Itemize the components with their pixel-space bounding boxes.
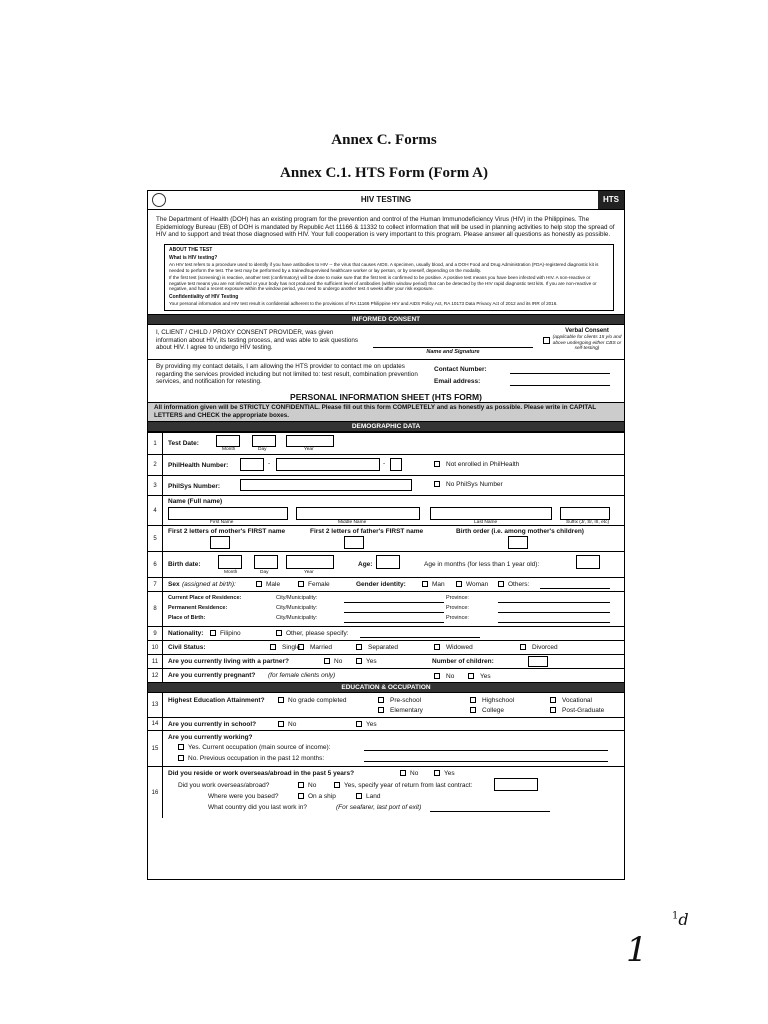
row-number: 14 [148, 718, 163, 730]
previous-occupation-field[interactable] [364, 761, 608, 762]
year-label: Year [304, 447, 314, 453]
birth-order-field[interactable] [508, 536, 528, 549]
birth-date-label: Birth date: [168, 561, 201, 569]
hts-tag: HTS [598, 191, 624, 209]
working-no-label: No. Previous occupation in the past 12 months: [188, 755, 325, 763]
college-checkbox[interactable] [470, 707, 476, 713]
pregnant-no-checkbox[interactable] [434, 673, 440, 679]
permanent-city-field[interactable] [344, 612, 444, 613]
work-abroad-no-checkbox[interactable] [298, 782, 304, 788]
overseas-yes-label: Yes [444, 770, 455, 778]
row-nationality [148, 626, 624, 640]
single-label: Single [282, 644, 301, 652]
year-label: Year [304, 570, 314, 576]
in-school-label: Are you currently in school? [168, 721, 257, 729]
elementary-label: Elementary [390, 707, 423, 715]
man-checkbox[interactable] [422, 581, 428, 587]
email-label: Email address: [434, 378, 481, 386]
annex-title: Annex C. Forms [331, 132, 437, 148]
return-year-field[interactable] [494, 778, 538, 791]
permanent-province-field[interactable] [498, 612, 610, 613]
birth-city-field[interactable] [344, 622, 444, 623]
no-grade-label: No grade completed [288, 697, 347, 705]
based-label: Where were you based? [208, 793, 279, 801]
no-philhealth-checkbox[interactable] [434, 461, 440, 467]
sex-label-note: (assigned at birth): [182, 581, 236, 589]
row-number: 6 [148, 552, 163, 577]
row-partner [148, 654, 624, 668]
demographic-bar: DEMOGRAPHIC DATA [148, 421, 624, 432]
row-number: 9 [148, 627, 163, 640]
preschool-checkbox[interactable] [378, 697, 384, 703]
overseas-no-label: No [410, 770, 419, 778]
nationality-label: Nationality: [168, 630, 204, 638]
divorced-checkbox[interactable] [520, 644, 526, 650]
others-label: Others: [508, 581, 530, 589]
work-abroad-no-label: No [308, 782, 317, 790]
confidential-note: All information given will be STRICTLY CONFIDENTIAL. Please fill out this form COMPLETELY and as honestly as possible. Please write in CAPITAL LETTERS and CHECK the appropriate boxes. [148, 402, 624, 421]
month-label: Month [224, 570, 238, 576]
row-number: 11 [148, 655, 163, 668]
philhealth-dash: - [268, 460, 271, 468]
no-philhealth-label: Not enrolled in PhilHealth [446, 461, 520, 469]
current-city-field[interactable] [344, 602, 444, 603]
row-number: 5 [148, 526, 163, 551]
partner-no-label: No [334, 658, 343, 666]
vocational-label: Vocational [562, 697, 592, 705]
middle-name-caption: Middle Name [338, 520, 367, 526]
row-test-date [148, 432, 624, 454]
row-residence [148, 591, 624, 626]
no-grade-checkbox[interactable] [278, 697, 284, 703]
row-civil-status [148, 640, 624, 654]
gender-identity-label: Gender identity: [356, 581, 406, 589]
test-date-year-field[interactable] [286, 435, 334, 447]
about-a2: If the first test (screening) is reactive, another test (confirmatory) will be done to make sure that the first test is confirmed to be positive. A positive test means you have been infected with HIV. A non-reactive or negative test means you are not infected or your body has not produced the sufficient level of antibodies (within window period) that can be detected by the HIV rapid diagnostic test kits. If you are non-reactive or negative, and had a recent exposure within the window period, you need to undergo another test 4 weeks after your risk exposure. [169, 275, 597, 292]
row-working [148, 730, 624, 766]
first-name-field[interactable] [168, 507, 288, 520]
philsys-field[interactable] [240, 479, 412, 491]
place-of-birth-label: Place of Birth: [168, 615, 206, 622]
mother-initials-label: First 2 letters of mother's FIRST name [168, 528, 286, 536]
no-philsys-label: No PhilSys Number [446, 481, 503, 489]
first-name-caption: First Name [210, 520, 234, 526]
handwritten-page-number: $^1$d [672, 910, 689, 929]
row-number: 7 [148, 578, 163, 591]
row-overseas [148, 766, 624, 818]
birth-month-field[interactable] [218, 555, 242, 569]
birth-day-field[interactable] [254, 555, 278, 569]
row-number: 15 [148, 731, 163, 766]
row-philsys [148, 475, 624, 495]
hts-form [147, 190, 625, 880]
middle-name-field[interactable] [296, 507, 420, 520]
woman-label: Woman [466, 581, 489, 589]
row-education [148, 693, 624, 717]
separated-checkbox[interactable] [356, 644, 362, 650]
email-field[interactable] [510, 385, 610, 386]
father-initials-label: First 2 letters of father's FIRST name [310, 528, 424, 536]
pregnant-no-label: No [446, 673, 455, 681]
in-school-no-checkbox[interactable] [278, 721, 284, 727]
about-title: ABOUT THE TEST [169, 246, 213, 253]
permanent-residence-label: Permanent Residence: [168, 605, 228, 612]
widowed-checkbox[interactable] [434, 644, 440, 650]
annex-subtitle: Annex C.1. HTS Form (Form A) [280, 165, 488, 181]
age-label: Age: [358, 561, 373, 569]
row-birth-date [148, 551, 624, 577]
consent-section [148, 325, 624, 360]
row-full-name [148, 495, 624, 525]
form-header [148, 191, 624, 210]
college-label: College [482, 707, 505, 715]
ship-checkbox[interactable] [298, 793, 304, 799]
other-nationality-field[interactable] [360, 637, 480, 638]
row-philhealth [148, 454, 624, 475]
married-label: Married [310, 644, 333, 652]
other-nationality-label: Other, please specify: [286, 630, 349, 638]
overseas-yes-checkbox[interactable] [434, 770, 440, 776]
signature-line[interactable] [373, 347, 533, 348]
philhealth-dash: - [383, 460, 386, 468]
signature-label: Name and Signature [426, 349, 480, 356]
row-number: 12 [148, 669, 163, 682]
about-a1: An HIV test refers to a procedure used to identify if you have antibodies to HIV -- the virus that causes AIDS. A specimen, usually blood, and a DOH Food and Drug Administration (FDA)-registered diagnostic kit is needed to perform the test. The test may be performed by a trained/supervised healthcare worker or lay person, or by oneself, depending on the modality. [169, 261, 599, 273]
birth-province-field[interactable] [498, 622, 610, 623]
female-label: Female [308, 581, 330, 589]
contact-number-label: Contact Number: [434, 366, 487, 374]
separated-label: Separated [368, 644, 398, 652]
ship-label: On a ship [308, 793, 336, 801]
city-label: City/Municipality: [276, 615, 318, 622]
age-months-label: Age in months (for less than 1 year old): [424, 561, 540, 569]
filipino-checkbox[interactable] [210, 630, 216, 636]
last-name-field[interactable] [430, 507, 552, 520]
verbal-consent-checkbox[interactable] [543, 337, 550, 344]
vocational-checkbox[interactable] [550, 697, 556, 703]
children-label: Number of children: [432, 658, 494, 666]
row-pregnant [148, 668, 624, 682]
row-number: 4 [148, 496, 163, 525]
no-philsys-checkbox[interactable] [434, 481, 440, 487]
others-checkbox[interactable] [498, 581, 504, 587]
woman-checkbox[interactable] [456, 581, 462, 587]
month-label: Month [222, 447, 236, 453]
land-checkbox[interactable] [356, 793, 362, 799]
pregnant-yes-label: Yes [480, 673, 491, 681]
philsys-label: PhilSys Number: [168, 483, 221, 491]
full-name-label: Name (Full name) [168, 498, 223, 506]
work-abroad-yes-label: Yes, specify year of return from last contract: [344, 782, 473, 790]
other-nationality-checkbox[interactable] [276, 630, 282, 636]
current-province-field[interactable] [498, 602, 610, 603]
province-label: Province: [446, 595, 469, 602]
row-in-school [148, 717, 624, 730]
male-label: Male [266, 581, 281, 589]
overseas-label: Did you reside or work overseas/abroad in the past 5 years? [168, 770, 355, 778]
verbal-consent-title: Verbal Consent [565, 328, 609, 335]
work-abroad-label: Did you work overseas/abroad? [178, 782, 270, 790]
row-number: 8 [148, 592, 163, 626]
contact-consent-text: By providing my contact details, I am allowing the HTS provider to contact me on updates regarding the services provided including but not limited to: test result, combination prevention services, and notification for retesting. [156, 363, 418, 386]
partner-label: Are you currently living with a partner? [168, 658, 289, 666]
about-q1: What is HIV testing? [169, 255, 218, 262]
overseas-no-checkbox[interactable] [400, 770, 406, 776]
mother-initials-field[interactable] [210, 536, 230, 549]
filipino-label: Filipino [220, 630, 241, 638]
highschool-checkbox[interactable] [470, 697, 476, 703]
age-months-field[interactable] [576, 555, 600, 569]
row-number: 1 [148, 433, 163, 454]
single-checkbox[interactable] [270, 644, 276, 650]
contact-section [148, 360, 624, 392]
preschool-label: Pre-school [390, 697, 422, 705]
age-field[interactable] [376, 555, 400, 569]
postgrad-label: Post-Graduate [562, 707, 605, 715]
philhealth-part1-field[interactable] [240, 458, 264, 471]
children-field[interactable] [528, 656, 548, 667]
female-checkbox[interactable] [298, 581, 304, 587]
city-label: City/Municipality: [276, 605, 318, 612]
sex-label: Sex [168, 581, 180, 589]
pis-title: PERSONAL INFORMATION SHEET (HTS FORM) [290, 392, 482, 403]
philhealth-part2-field[interactable] [276, 458, 380, 471]
pregnant-yes-checkbox[interactable] [468, 673, 474, 679]
civil-status-label: Civil Status: [168, 644, 206, 652]
row-number: 10 [148, 641, 163, 654]
day-label: Day [258, 447, 267, 453]
pregnant-note: (for female clients only) [268, 672, 336, 680]
others-field[interactable] [540, 588, 610, 589]
intro-text: The Department of Health (DOH) has an existing program for the prevention and control of the Human Immunodeficiency Virus (HIV) in the Philippines. The Epidemiology Bureau (EB) of DOH is mandated by Republic Act 11166 & 11332 to collect information that will be used in planning activities to help stop the spread of HIV and to support and treat those diagnosed with HIV. Your full cooperation is very important to this program. Please answer all questions as honestly as possible. [156, 216, 615, 239]
about-a3: Your personal information and HIV test result is confidential adherent to the provisions of RA 11166 Philippine HIV and AIDS Policy Act, RA 10173 Data Privacy Act of 2012 and its IRR of 2016. [169, 300, 558, 306]
form-title: HIV TESTING [360, 195, 412, 204]
in-school-yes-label: Yes [366, 721, 377, 729]
last-country-field[interactable] [430, 811, 550, 812]
education-bar: EDUCATION & OCCUPATION [148, 682, 624, 693]
about-q2: Confidentiality of HIV Testing [169, 293, 239, 300]
male-checkbox[interactable] [256, 581, 262, 587]
in-school-no-label: No [288, 721, 297, 729]
handwritten-mark: 1 [626, 930, 648, 970]
informed-consent-bar: INFORMED CONSENT [148, 314, 624, 325]
city-label: City/Municipality: [276, 595, 318, 602]
father-initials-field[interactable] [344, 536, 364, 549]
working-label: Are you currently working? [168, 734, 253, 742]
partner-no-checkbox[interactable] [324, 658, 330, 664]
philhealth-label: PhilHealth Number: [168, 462, 229, 470]
test-date-month-field[interactable] [216, 435, 240, 447]
married-checkbox[interactable] [298, 644, 304, 650]
row-number: 3 [148, 476, 163, 495]
row-number: 13 [148, 693, 163, 717]
row-parent-initials [148, 525, 624, 551]
day-label: Day [260, 570, 269, 576]
last-country-note: (For seafarer, last port of exit) [336, 804, 422, 812]
postgrad-checkbox[interactable] [550, 707, 556, 713]
elementary-checkbox[interactable] [378, 707, 384, 713]
test-date-label: Test Date: [168, 440, 199, 448]
current-occupation-field[interactable] [364, 750, 608, 751]
work-abroad-yes-checkbox[interactable] [334, 782, 340, 788]
philhealth-part3-field[interactable] [390, 458, 402, 471]
row-number: 2 [148, 455, 163, 475]
last-country-label: What country did you last work in? [208, 804, 307, 812]
about-the-test-box [164, 244, 614, 311]
contact-number-field[interactable] [510, 373, 610, 374]
test-date-day-field[interactable] [252, 435, 276, 447]
current-residence-label: Current Place of Residence: [168, 595, 242, 602]
suffix-caption: Suffix (Jr, Sr, III, etc) [566, 520, 610, 526]
working-yes-checkbox[interactable] [178, 744, 184, 750]
suffix-field[interactable] [560, 507, 610, 520]
partner-yes-label: Yes [366, 658, 377, 666]
row-number: 16 [148, 767, 163, 818]
birth-order-label: Birth order (i.e. among mother's children) [456, 528, 584, 536]
consent-text: I, CLIENT / CHILD / PROXY CONSENT PROVIDER, was given information about HIV, its testing process, and was able to ask questions about HIV. I agree to undergo HIV testing. [156, 329, 359, 352]
birth-year-field[interactable] [286, 555, 334, 569]
province-label: Province: [446, 605, 469, 612]
land-label: Land [366, 793, 381, 801]
working-no-checkbox[interactable] [178, 755, 184, 761]
man-label: Man [432, 581, 445, 589]
partner-yes-checkbox[interactable] [356, 658, 362, 664]
last-name-caption: Last Name [474, 520, 498, 526]
row-sex [148, 577, 624, 591]
in-school-yes-checkbox[interactable] [356, 721, 362, 727]
province-label: Province: [446, 615, 469, 622]
highschool-label: Highschool [482, 697, 515, 705]
working-yes-label: Yes. Current occupation (main source of income): [188, 744, 331, 752]
widowed-label: Widowed [446, 644, 473, 652]
education-label: Highest Education Attainment? [168, 697, 265, 705]
divorced-label: Divorced [532, 644, 558, 652]
verbal-consent-note: (applicable for clients 15 y/o and above undergoing either CBS or self-testing) [552, 335, 622, 352]
pregnant-label: Are you currently pregnant? [168, 672, 256, 680]
